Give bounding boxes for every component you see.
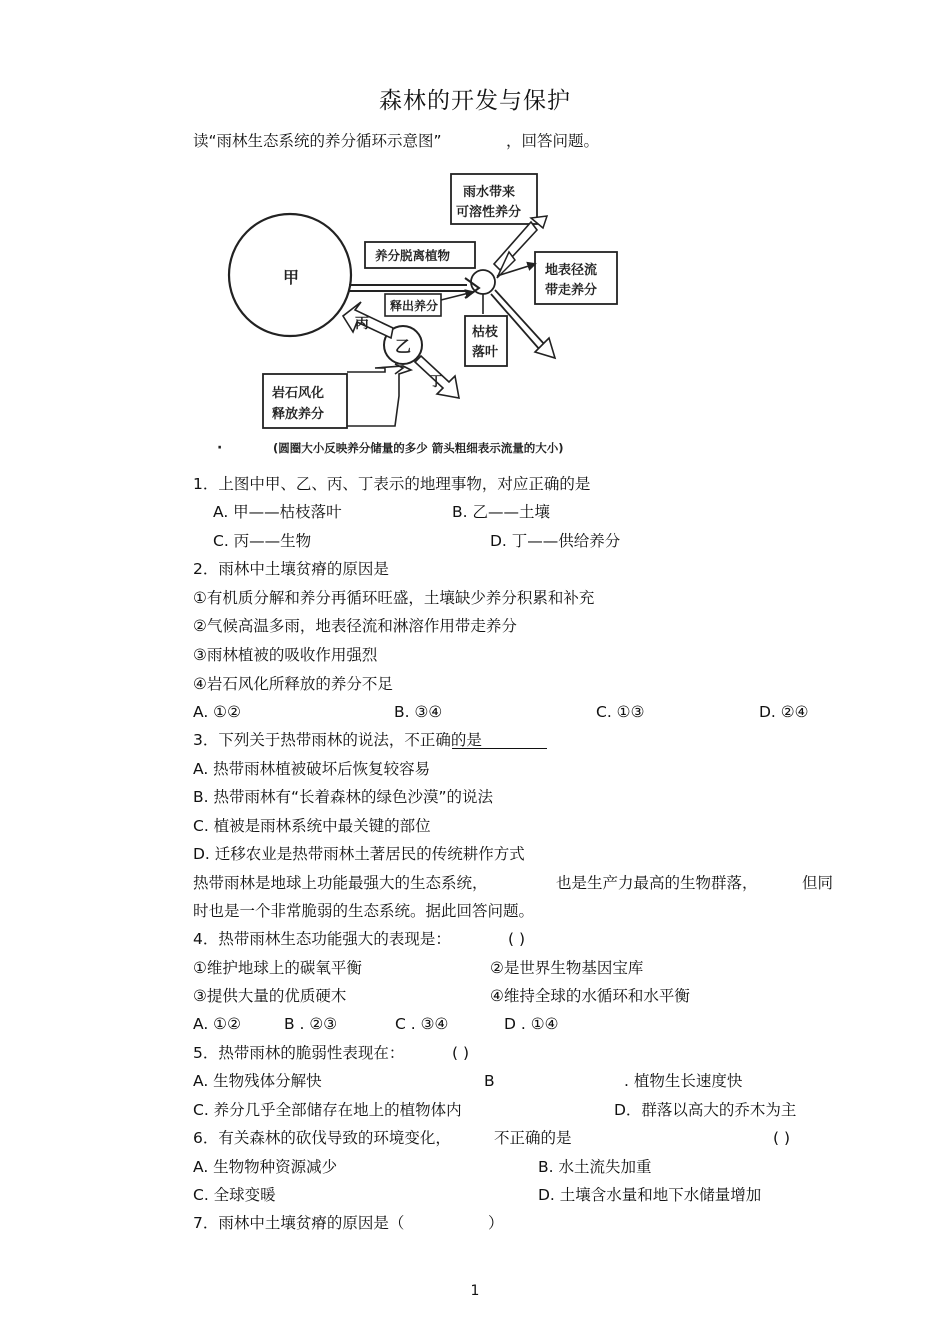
diagram-dot: · [217, 440, 223, 456]
q1-option-a: A. 甲——枯枝落叶 [213, 503, 342, 521]
para-part-1: 热带雨林是地球上功能最强大的生态系统， [193, 874, 488, 892]
q3-option-b: B. 热带雨林有“长着森林的绿色沙漠”的说法 [193, 788, 494, 806]
q1-option-d: D. 丁——供给养分 [490, 532, 621, 550]
q5-paren: ( ) [452, 1044, 470, 1062]
q6-stem-2: 不正确的是 [494, 1129, 572, 1147]
box-release-label: 释出养分 [390, 299, 439, 313]
q4-statement-3: ③提供大量的优质硬木 [193, 987, 347, 1005]
q5-option-b: . 植物生长速度快 [624, 1072, 743, 1090]
q1-stem: 1．上图中甲、乙、丙、丁表示的地理事物，对应正确的是 [193, 475, 591, 493]
arrow-rock-to-yi [347, 366, 411, 426]
q3-option-d: D. 迁移农业是热带雨林土著居民的传统耕作方式 [193, 845, 525, 863]
q4-stem: 4．热带雨林生态功能强大的表现是： [193, 930, 451, 948]
box-litter-line1: 枯枝 [472, 325, 499, 340]
q4-option-c: C . ③④ [395, 1015, 449, 1033]
diagram-caption: (圆圈大小反映养分储量的多少 箭头粗细表示流量的大小) [273, 441, 564, 455]
q2-option-a: A. ①② [193, 703, 241, 721]
q7-paren: ） [488, 1214, 504, 1232]
q6-option-b: B. 水土流失加重 [538, 1158, 652, 1176]
q5-option-c: C. 养分几乎全部储存在地上的植物体内 [193, 1101, 462, 1119]
q2-statement-3: ③雨林植被的吸收作用强烈 [193, 646, 378, 664]
q2-stem: 2．雨林中土壤贫瘠的原因是 [193, 560, 389, 578]
q6-option-c: C. 全球变暖 [193, 1186, 276, 1204]
box-rock-line2: 释放养分 [272, 407, 325, 422]
label-ding: 丁 [429, 374, 443, 390]
q4-option-a: A. ①② [193, 1015, 241, 1033]
q6-stem: 6．有关森林的砍伐导致的环境变化， [193, 1129, 451, 1147]
label-bing: 丙 [355, 316, 369, 332]
q4-option-d: D . ①④ [504, 1015, 559, 1033]
q5-option-b-letter: B [484, 1072, 495, 1090]
q3-option-c: C. 植被是雨林系统中最关键的部位 [193, 817, 431, 835]
nutrient-cycle-diagram [215, 160, 655, 465]
q1-option-c: C. 丙——生物 [213, 532, 312, 550]
box-rain-line1: 雨水带来 [463, 185, 516, 200]
intro-tail: ，回答问题。 [506, 132, 600, 150]
q4-statement-4: ④维持全球的水循环和水平衡 [490, 987, 690, 1005]
q4-statement-2: ②是世界生物基因宝库 [490, 959, 644, 977]
para-part-2: 也是生产力最高的生物群落， [556, 874, 758, 892]
q4-paren: ( ) [508, 930, 526, 948]
box-rock-line1: 岩石风化 [272, 386, 325, 401]
box-runoff-line2: 带走养分 [545, 283, 598, 298]
q2-option-d: D. ②④ [759, 703, 809, 721]
q2-statement-4: ④岩石风化所释放的养分不足 [193, 675, 393, 693]
para-part-3: 但同 [802, 874, 834, 892]
q5-option-d: D．群落以高大的乔木为主 [614, 1101, 797, 1119]
q2-statement-2: ②气候高温多雨，地表径流和淋溶作用带走养分 [193, 617, 517, 635]
q6-option-a: A. 生物物种资源减少 [193, 1158, 338, 1176]
circle-yi-label: 乙 [395, 337, 412, 356]
para-line-2: 时也是一个非常脆弱的生态系统。据此回答问题。 [193, 902, 535, 920]
q6-option-d: D. 土壤含水量和地下水储量增加 [538, 1186, 762, 1204]
box-rain-line2: 可溶性养分 [456, 205, 522, 220]
intro-text: 读“雨林生态系统的养分循环示意图” [193, 132, 442, 150]
q1-option-b: B. 乙——土壤 [452, 503, 550, 521]
q3-option-a: A. 热带雨林植被破坏后恢复较容易 [193, 760, 431, 778]
q2-option-b: B. ③④ [394, 703, 443, 721]
q5-option-a: A. 生物残体分解快 [193, 1072, 322, 1090]
box-litter-line2: 落叶 [472, 345, 499, 360]
q4-option-b: B . ②③ [284, 1015, 338, 1033]
q3-stem: 3．下列关于热带雨林的说法，不正确的是 [193, 731, 482, 749]
q2-option-c: C. ①③ [596, 703, 645, 721]
page-number: 1 [470, 1283, 480, 1299]
q6-paren: ( ) [773, 1129, 791, 1147]
q5-stem: 5．热带雨林的脆弱性表现在： [193, 1044, 405, 1062]
box-leave-label: 养分脱离植物 [375, 248, 451, 263]
q3-answer-blank [452, 748, 547, 749]
q4-statement-1: ①维护地球上的碳氧平衡 [193, 959, 362, 977]
q7-stem: 7．雨林中土壤贫瘠的原因是（ [193, 1214, 405, 1232]
page-title: 森林的开发与保护 [379, 88, 571, 114]
q2-statement-1: ①有机质分解和养分再循环旺盛，土壤缺少养分积累和补充 [193, 589, 595, 607]
circle-jia-label: 甲 [283, 268, 300, 287]
box-runoff-line1: 地表径流 [545, 263, 598, 278]
